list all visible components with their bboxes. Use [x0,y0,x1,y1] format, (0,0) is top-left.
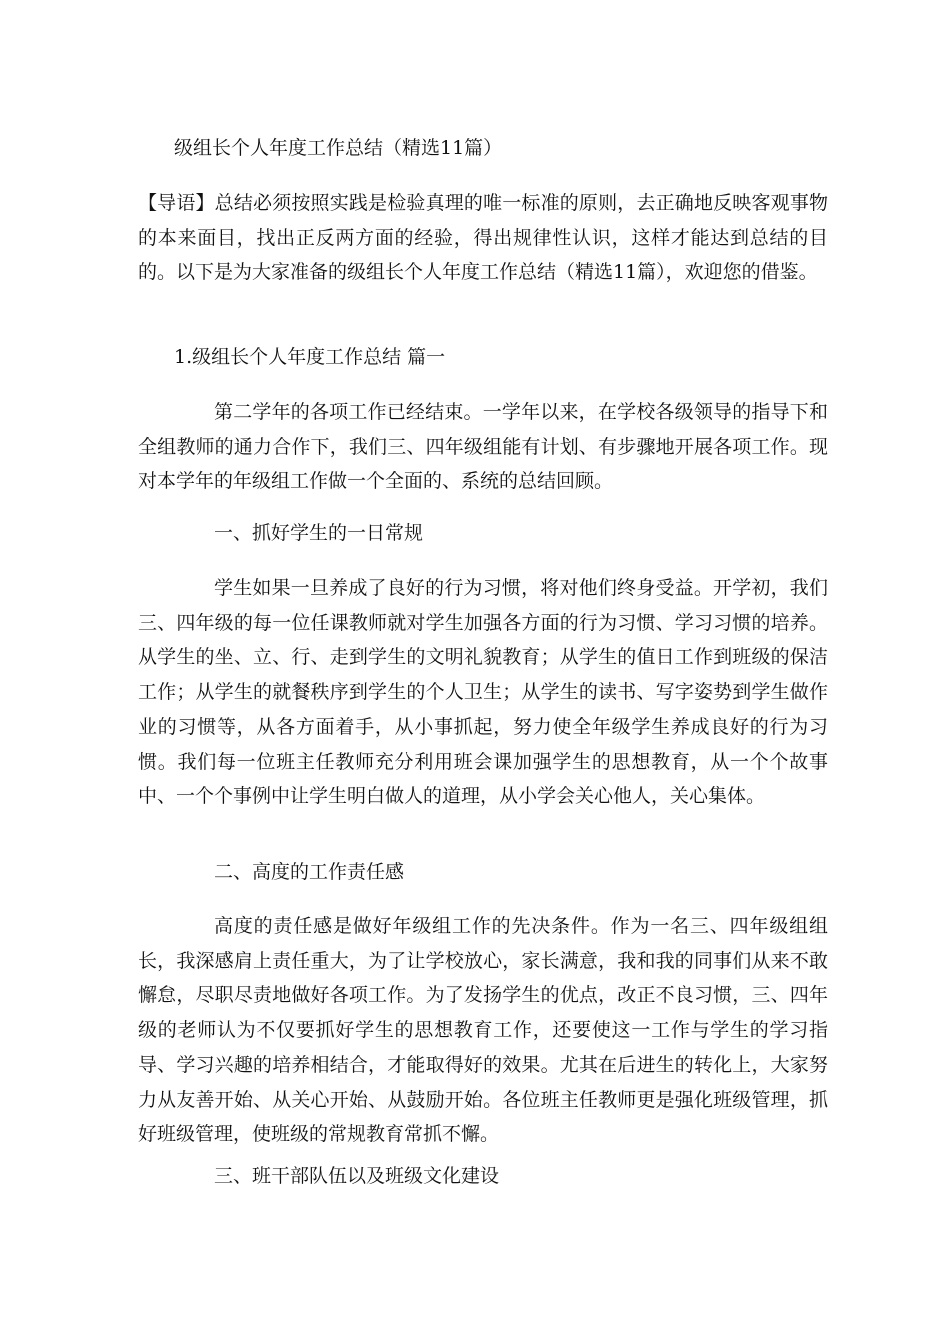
document-title: 级组长个人年度工作总结（精选11篇） [174,137,503,159]
article-heading: 1.级组长个人年度工作总结 篇一 [174,346,446,368]
opening-paragraph: 第二学年的各项工作已经结束。一学年以来，在学校各级领导的指导下和全组教师的通力合作下，我们三、四年级组能有计划、有步骤地开展各项工作。现对本学年的年级组工作做一个全面的、系统的总结回顾。 [138,401,828,493]
intro-paragraph: 【导语】总结必须按照实践是检验真理的唯一标准的原则，去正确地反映客观事物的本来面目，找出正反两方面的经验，得出规律性认识，这样才能达到总结的目的。以下是为大家准备的级组长个人年度工作总结（精选11篇），欢迎您的借鉴。 [138,192,828,284]
section-1-heading: 一、抓好学生的一日常规 [214,522,424,544]
section-1-body: 学生如果一旦养成了良好的行为习惯，将对他们终身受益。开学初，我们三、四年级的每一位任课教师就对学生加强各方面的行为习惯、学习习惯的培养。从学生的坐、立、行、走到学生的文明礼貌教育；从学生的值日工作到班级的保洁工作；从学生的就餐秩序到学生的个人卫生；从学生的读书、写字姿势到学生做作业的习惯等，从各方面着手，从小事抓起，努力使全年级学生养成良好的行为习惯。我们每一位班主任教师充分利用班会课加强学生的思想教育，从一个个故事中、一个个事例中让学生明白做人的道理，从小学会关心他人，关心集体。 [138,577,828,808]
section-2-heading: 二、高度的工作责任感 [214,861,405,883]
section-2-body: 高度的责任感是做好年级组工作的先决条件。作为一名三、四年级组组长，我深感肩上责任重大，为了让学校放心，家长满意，我和我的同事们从来不敢懈怠，尽职尽责地做好各项工作。为了发扬学生的优点，改正不良习惯，三、四年级的老师认为不仅要抓好学生的思想教育工作，还要使这一工作与学生的学习指导、学习兴趣的培养相结合，才能取得好的效果。尤其在后进生的转化上，大家努力从友善开始、从关心开始、从鼓励开始。各位班主任教师更是强化班级管理，抓好班级管理，使班级的常规教育常抓不懈。 [138,915,828,1146]
section-3-heading: 三、班干部队伍以及班级文化建设 [214,1165,500,1187]
